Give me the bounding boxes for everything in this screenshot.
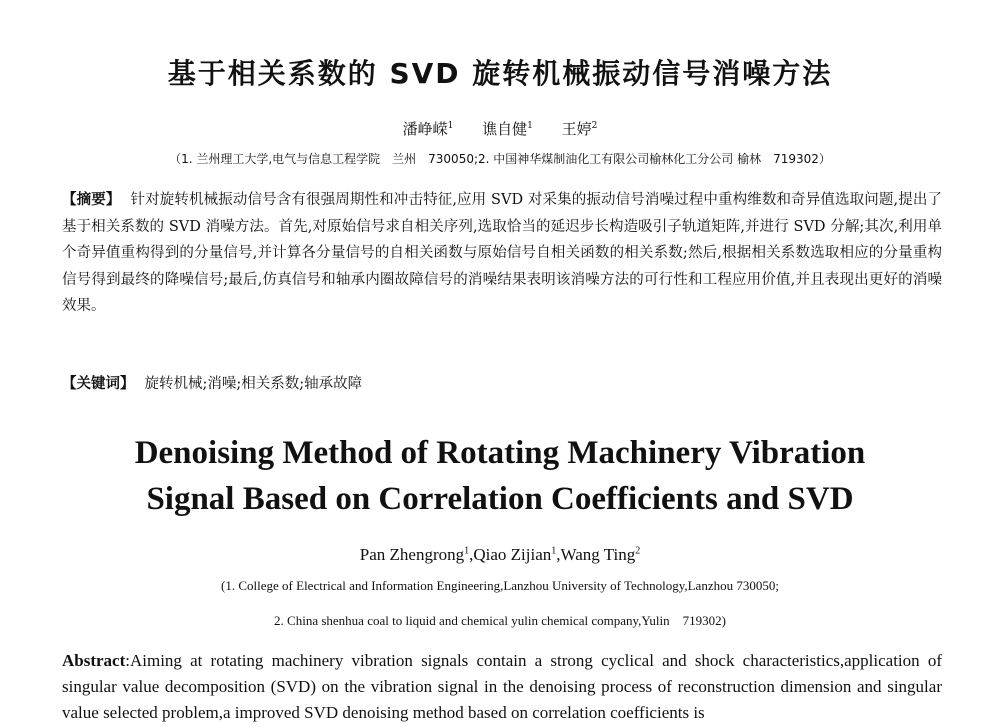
chinese-keywords xyxy=(62,372,942,393)
english-title xyxy=(0,430,1000,522)
author-1: 潘峥嵘$^1$ xyxy=(402,120,454,138)
english-title-line-1: Denoising Method of Rotating Machinery Vibration xyxy=(134,435,866,471)
english-abstract-text: :Aiming at rotating machinery vibration signals contain a strong cyclical and shock characteristics,application of singular value decomposition (SVD) on the vibration signal in the denoising process of reconstruction dimension and singular value selected problem,a improved SVD denoising method based on correlation coefficients is xyxy=(62,651,942,722)
english-authors: Pan Zhengrong$^1$,Qiao Zijian$^1$,Wang Ting$^2$ xyxy=(359,545,641,564)
chinese-abstract xyxy=(62,187,942,320)
english-abstract xyxy=(62,648,942,726)
author-3: 王婷$^2$ xyxy=(561,120,598,138)
chinese-authors xyxy=(0,118,1000,139)
english-abstract-label: Abstract xyxy=(62,651,126,670)
author-2: 谯自健$^1$ xyxy=(482,120,533,138)
chinese-affiliation: （1. 兰州理工大学,电气与信息工程学院 兰州 730050;2. 中国神华煤制油化工有限公司榆林化工分公司 榆林 719302） xyxy=(169,152,831,166)
english-author-3: Wang Ting$^2$ xyxy=(560,545,641,564)
chinese-keywords-label: 【关键词】 xyxy=(62,376,135,392)
english-affiliation-line-1: (1. College of Electrical and Information Engineering,Lanzhou University of Technology,Lanzhou 730050; xyxy=(221,578,779,593)
english-author-1: Pan Zhengrong$^1$ xyxy=(359,545,470,564)
chinese-title: 基于相关系数的 SVD 旋转机械振动信号消噪方法 xyxy=(167,57,833,90)
chinese-keywords-text: 旋转机械;消噪;相关系数;轴承故障 xyxy=(144,376,363,392)
chinese-abstract-text: 针对旋转机械振动信号含有很强周期性和冲击特征,应用 SVD 对采集的振动信号消噪过程中重构维数和奇异值选取问题,提出了基于相关系数的 SVD 消噪方法。首先,对原始信号求自相关序列,选取恰当的延迟步长构造吸引子轨道矩阵,并进行 SVD 分解;其次,利用单个奇异值重构得到的分量信号,并计算各分量信号的自相关函数与原始信号自相关函数的相关系数;然后,根据相关系数选取相应的分量重构信号得到最终的降噪信号;最后,仿真信号和轴承内圈故障信号的消噪结果表明该消噪方法的可行性和工程应用价值,并且表现出更好的消噪效果。 xyxy=(62,192,942,314)
english-affiliation-line-2: 2. China shenhua coal to liquid and chemical yulin chemical company,Yulin 719302) xyxy=(274,613,726,628)
chinese-abstract-label: 【摘要】 xyxy=(62,192,121,208)
english-author-2: Qiao Zijian$^1$ xyxy=(473,545,557,564)
english-title-line-2: Signal Based on Correlation Coefficients and SVD xyxy=(146,481,854,517)
